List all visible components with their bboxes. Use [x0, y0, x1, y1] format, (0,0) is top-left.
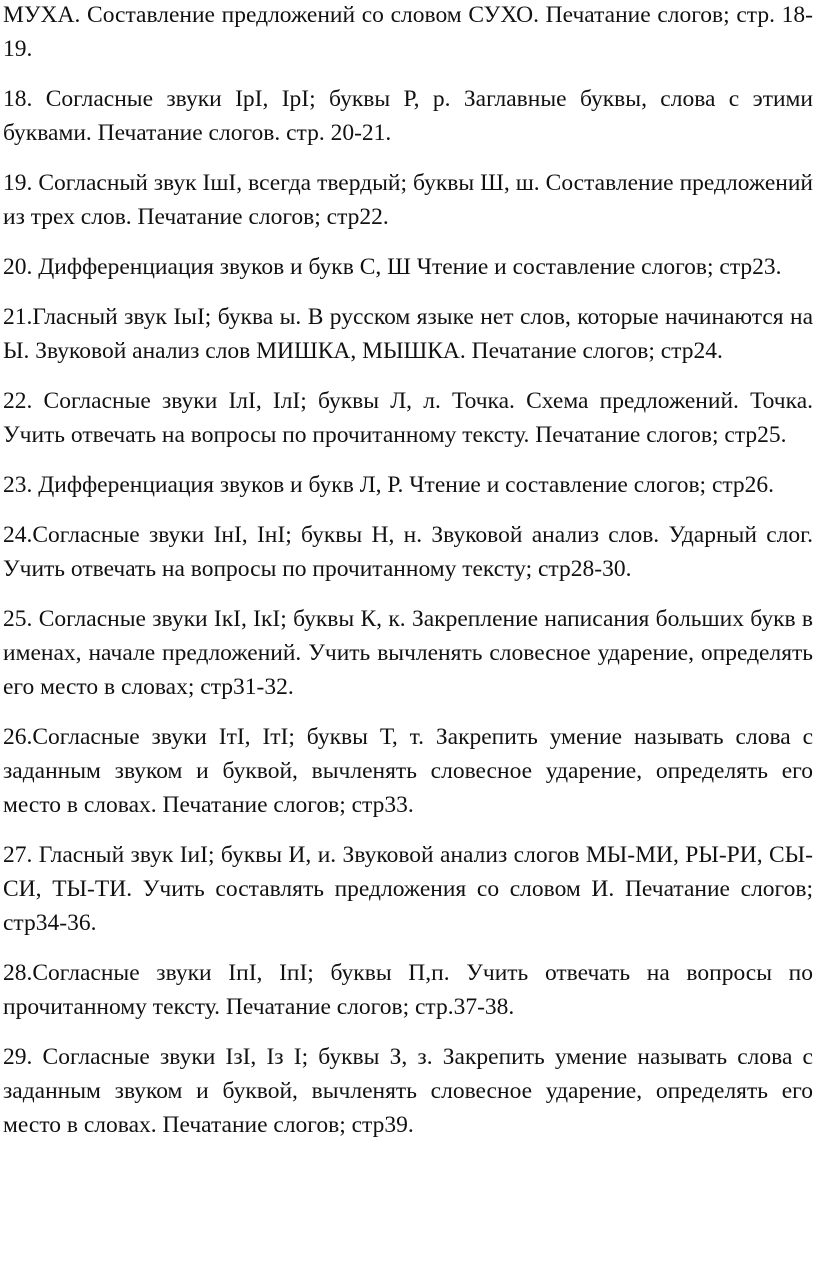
paragraph-item-28: 28.Согласные звуки IпI, IпI; буквы П,п. Учить отвечать на вопросы по прочитанному тексту. Печатание слогов; стр.37-38.	[3, 960, 813, 1020]
paragraph-item-25: 25. Согласные звуки IкI, IкI; буквы К, к. Закрепление написания больших букв в именах, начале предложений. Учить вычленять словесное ударение, определять его место в словах; стр31-32.	[3, 606, 813, 700]
paragraph-muha: МУХА. Составление предложений со словом СУХО. Печатание слогов; стр. 18-19.	[3, 2, 813, 62]
paragraph-item-23: 23. Дифференциация звуков и букв Л, Р. Чтение и составление слогов; стр26.	[3, 472, 775, 498]
paragraph-item-24: 24.Согласные звуки IнI, IнI; буквы Н, н. Звуковой анализ слов. Ударный слог. Учить отвечать на вопросы по прочитанному тексту; стр28-30.	[3, 522, 813, 582]
paragraph-item-20: 20. Дифференциация звуков и букв С, Ш Чтение и составление слогов; стр23.	[3, 254, 782, 280]
paragraph-item-18: 18. Согласные звуки IрI, IрI; буквы Р, р. Заглавные буквы, слова с этими буквами. Печатание слогов. стр. 20-21.	[3, 86, 813, 146]
paragraph-item-19: 19. Согласный звук IшI, всегда твердый; буквы Ш, ш. Составление предложений из трех слов. Печатание слогов; стр22.	[3, 170, 813, 230]
paragraph-item-29: 29. Согласные звуки IзI, Iз I; буквы З, з. Закрепить умение называть слова с заданным звуком и буквой, вычленять словесное ударение, определять его место в словах. Печатание слогов; стр39.	[3, 1044, 813, 1138]
paragraph-item-21: 21.Гласный звук IыI; буква ы. В русском языке нет слов, которые начинаются на Ы. Звуковой анализ слов МИШКА, МЫШКА. Печатание слогов; стр24.	[3, 304, 813, 364]
paragraph-item-27: 27. Гласный звук IиI; буквы И, и. Звуковой анализ слогов МЫ-МИ, РЫ-РИ, СЫ-СИ, ТЫ-ТИ. Учить составлять предложения со словом И. Печатание слогов; стр34-36.	[3, 842, 813, 936]
paragraph-item-26: 26.Согласные звуки IтI, IтI; буквы Т, т. Закрепить умение называть слова с заданным звуком и буквой, вычленять словесное ударение, определять его место в словах. Печатание слогов; стр33.	[3, 724, 813, 818]
paragraph-item-22: 22. Согласные звуки IлI, IлI; буквы Л, л. Точка. Схема предложений. Точка. Учить отвечать на вопросы по прочитанному тексту. Печатание слогов; стр25.	[3, 388, 813, 448]
